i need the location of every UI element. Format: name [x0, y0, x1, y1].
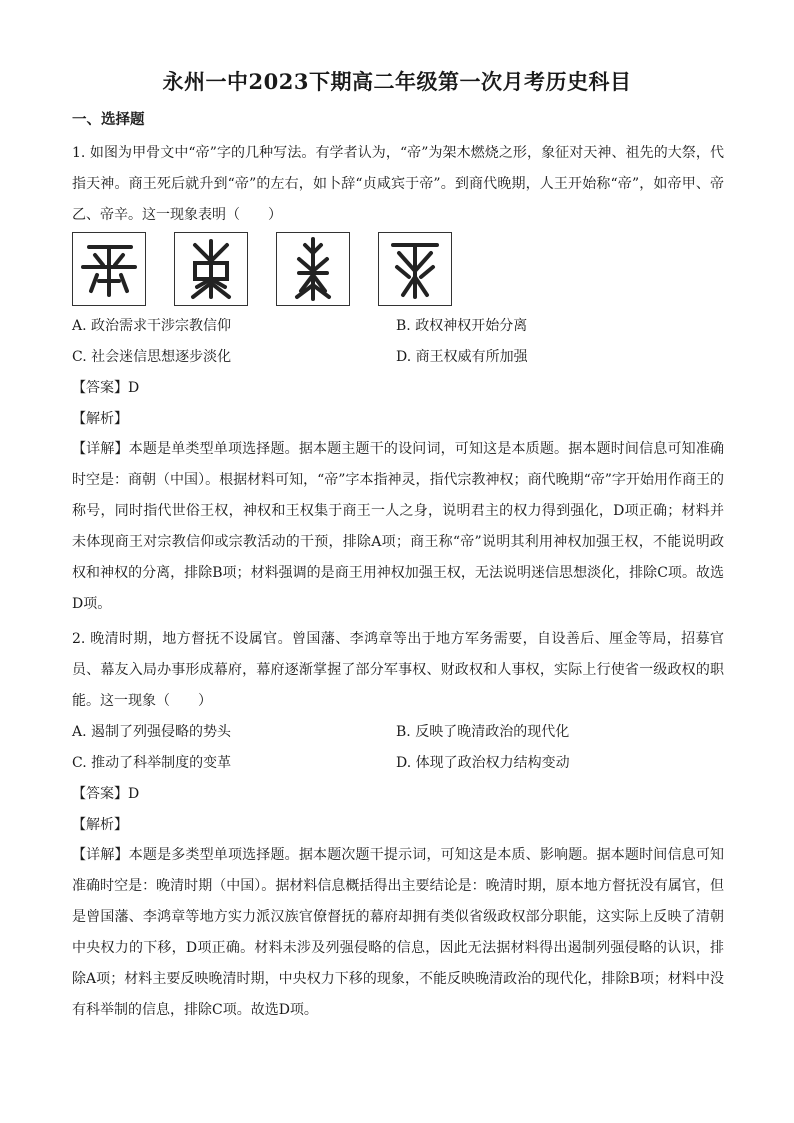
- q2-answer: 【答案】D: [72, 786, 140, 802]
- q1-option-b: B. 政权神权开始分离: [396, 318, 528, 334]
- q2-option-c: C. 推动了科举制度的变革: [72, 755, 232, 771]
- oracle-bone-di-variant-1-icon: [72, 232, 146, 306]
- question-2-stem: 2. 晚清时期，地方督抚不设属官。曾国藩、李鸿章等出于地方军务需要，自设善后、厘金等局，招募官员、幕友入局办事形成幕府，幕府逐渐掌握了部分军事权、财政权和人事权，实际上行使省一级政权的职能。这一现象（ ）: [72, 631, 724, 709]
- oracle-bone-di-variant-2-icon: [174, 232, 248, 306]
- q1-detail: 【详解】本题是单类型单项选择题。据本题主题干的设问词，可知这是本质题。据本题时间信息可知准确时空是：商朝（中国）。根据材料可知，“帝”字本指神灵，指代宗教神权；商代晚期“帝”字开始用作商王的称号，同时指代世俗王权，神权和王权集于商王一人之身，说明君主的权力得到强化，D项正确；材料并未体现商王对宗教信仰或宗教活动的干预，排除A项；商王称“帝”说明其利用神权加强王权，不能说明政权和神权的分离，排除B项；材料强调的是商王用神权加强王权，无法说明迷信思想淡化，排除C项。故选D项。: [72, 441, 724, 612]
- q2-detail: 【详解】本题是多类型单项选择题。据本题次题干提示词，可知这是本质、影响题。据本题时间信息可知准确时空是：晚清时期（中国）。据材料信息概括得出主要结论是：晚清时期，原本地方督抚没有属官，但是曾国藩、李鸿章等地方实力派汉族官僚督抚的幕府却拥有类似省级政权部分职能，这实际上反映了清朝中央权力的下移，D项正确。材料未涉及列强侵略的信息，因此无法据材料得出遏制列强侵略的认识，排除A项；材料主要反映晚清时期，中央权力下移的现象，不能反映晚清政治的现代化，排除B项；材料中没有科举制的信息，排除C项。故选D项。: [72, 847, 724, 1018]
- oracle-bone-di-variant-3-icon: [276, 232, 350, 306]
- question-1-stem: 1. 如图为甲骨文中“帝”字的几种写法。有学者认为，“帝”为架木燃烧之形，象征对天神、祖先的大祭，代指天神。商王死后就升到“帝”的左右，如卜辞“贞咸宾于帝”。到商代晚期，人王开始称“帝”，如帝甲、帝乙、帝辛。这一现象表明（ ）: [72, 145, 724, 223]
- q2-option-b: B. 反映了晚清政治的现代化: [396, 724, 570, 740]
- q2-option-d: D. 体现了政治权力结构变动: [396, 755, 570, 771]
- q1-analysis-label: 【解析】: [72, 411, 128, 427]
- section-heading: 一、选择题: [72, 111, 145, 128]
- oracle-bone-di-variant-4-icon: [378, 232, 452, 306]
- oracle-bone-figure: [72, 232, 472, 308]
- q1-option-c: C. 社会迷信思想逐步淡化: [72, 349, 232, 365]
- q1-option-a: A. 政治需求干涉宗教信仰: [72, 318, 232, 334]
- q2-option-a: A. 遏制了列强侵略的势头: [72, 724, 232, 740]
- page-title: 永州一中2023下期高二年级第一次月考历史科目: [162, 69, 632, 94]
- q2-analysis-label: 【解析】: [72, 817, 128, 833]
- q1-answer: 【答案】D: [72, 380, 140, 396]
- q1-option-d: D. 商王权威有所加强: [396, 349, 528, 365]
